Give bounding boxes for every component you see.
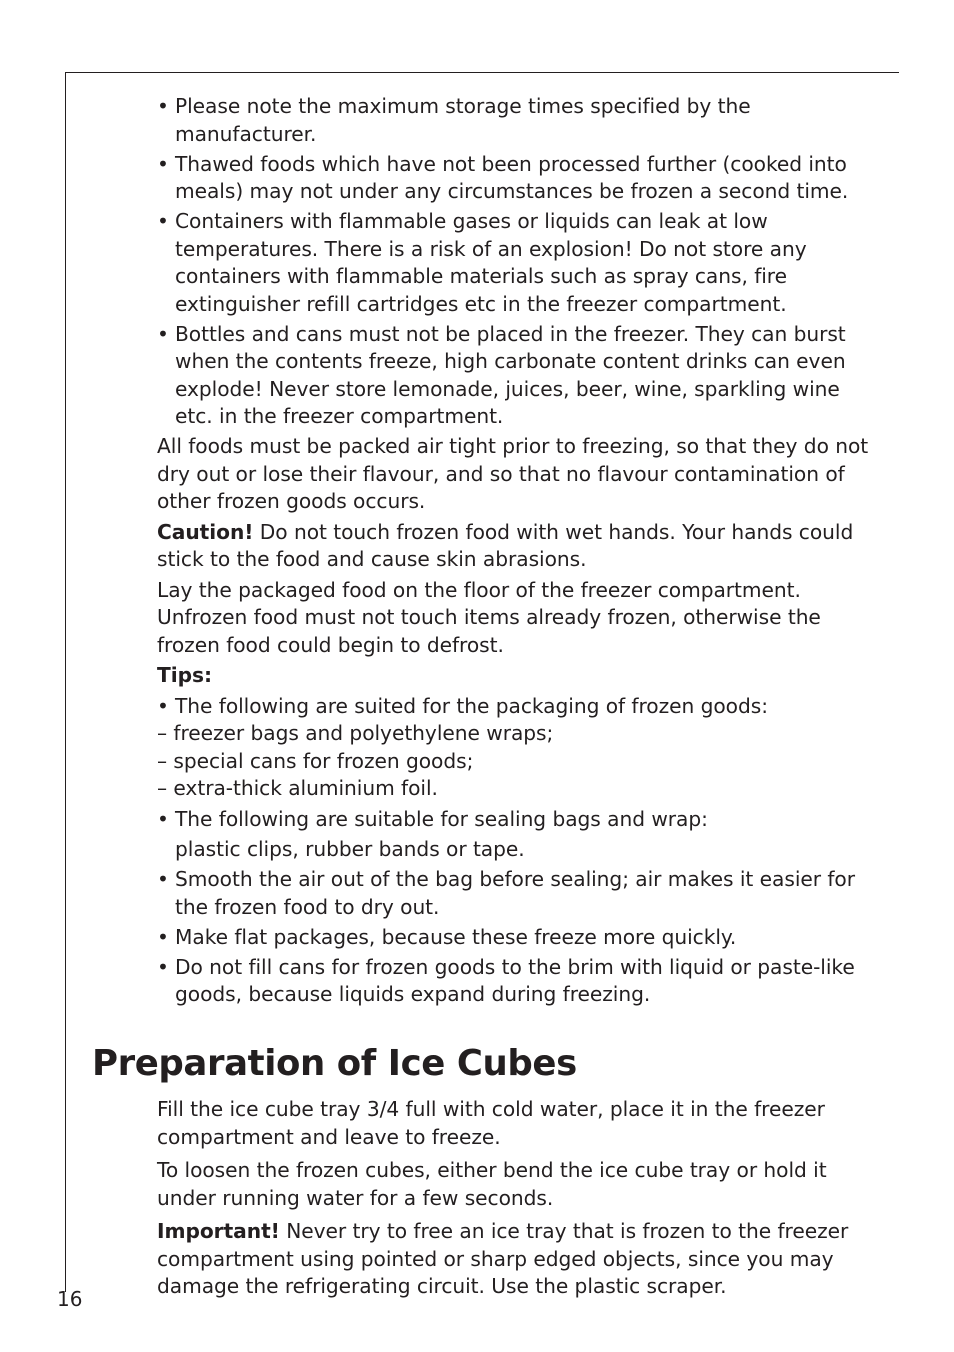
storage-note: • Thawed foods which have not been processed further (cooked into meals) may not under any circumstances be frozen a second time.: [157, 151, 849, 203]
storage-note: • Bottles and cans must not be placed in the freezer. They can burst when the contents freeze, high carbonate content drinks can even explode! Never store lemonade, juices, beer, wine, sparkling wine etc. in the freezer compartment.: [157, 321, 846, 428]
tip-item: • Make flat packages, because these freeze more quickly.: [157, 924, 877, 952]
caution-paragraph: Caution! Do not touch frozen food with wet hands. Your hands could stick to the food and cause skin abrasions.: [157, 519, 854, 571]
section-heading: Preparation of Ice Cubes: [92, 1043, 577, 1084]
tip-packaging-intro: • The following are suited for the packaging of frozen goods:: [157, 693, 877, 721]
top-rule: [65, 72, 899, 73]
tip-sealing-items: plastic clips, rubber bands or tape.: [175, 836, 525, 861]
tip-sealing-intro: • The following are suitable for sealing bags and wrap:: [157, 806, 877, 834]
caution-label: Caution!: [157, 519, 254, 544]
bullet-icon: •: [157, 321, 169, 346]
tip-item: • Do not fill cans for frozen goods to the brim with liquid or paste-like goods, because liquids expand during freezing.: [157, 954, 855, 1006]
page-number: 16: [57, 1287, 83, 1311]
left-rule: [65, 72, 66, 1292]
important-paragraph: Important! Never try to free an ice tray that is frozen to the freezer compartment using pointed or sharp edged objects, since you may damage the refrigerating circuit. Use the plastic scraper.: [157, 1219, 849, 1298]
packaging-item: – freezer bags and polyethylene wraps;: [157, 721, 554, 745]
packaging-item: – special cans for frozen goods;: [157, 748, 474, 773]
storage-note: • Please note the maximum storage times specified by the manufacturer.: [157, 94, 751, 146]
bullet-icon: •: [157, 151, 169, 176]
bullet-icon: •: [157, 924, 169, 949]
lay-paragraph: Lay the packaged food on the floor of the freezer compartment. Unfrozen food must not touch items already frozen, otherwise the frozen food could begin to defrost.: [157, 577, 821, 657]
packing-paragraph: All foods must be packed air tight prior to freezing, so that they do not dry out or lose their flavour, and so that no flavour contamination of other frozen goods occurs.: [157, 434, 869, 513]
bullet-icon: •: [157, 954, 169, 979]
bullet-icon: •: [157, 867, 169, 891]
bullet-icon: •: [157, 693, 169, 718]
packaging-item: – extra-thick aluminium foil.: [157, 776, 438, 800]
bullet-icon: •: [157, 94, 169, 118]
loosen-paragraph: To loosen the frozen cubes, either bend the ice cube tray or hold it under running water for a few seconds.: [157, 1158, 827, 1210]
tip-item: • Smooth the air out of the bag before sealing; air makes it easier for the frozen food to dry out.: [157, 867, 855, 919]
tips-label: Tips:: [157, 663, 212, 687]
storage-note: • Containers with flammable gases or liquids can leak at low temperatures. There is a risk of an explosion! Do not store any containers with flammable materials such as spray cans, fire extinguisher refill cartridges etc in the freezer compartment.: [157, 209, 807, 316]
important-label: Important!: [157, 1219, 280, 1243]
freezing-instructions: [157, 93, 877, 1011]
ice-cube-instructions: [157, 1096, 877, 1307]
fill-paragraph: Fill the ice cube tray 3/4 full with cold water, place it in the freezer compartment and leave to freeze.: [157, 1097, 825, 1149]
bullet-icon: •: [157, 209, 169, 233]
bullet-icon: •: [157, 806, 169, 831]
